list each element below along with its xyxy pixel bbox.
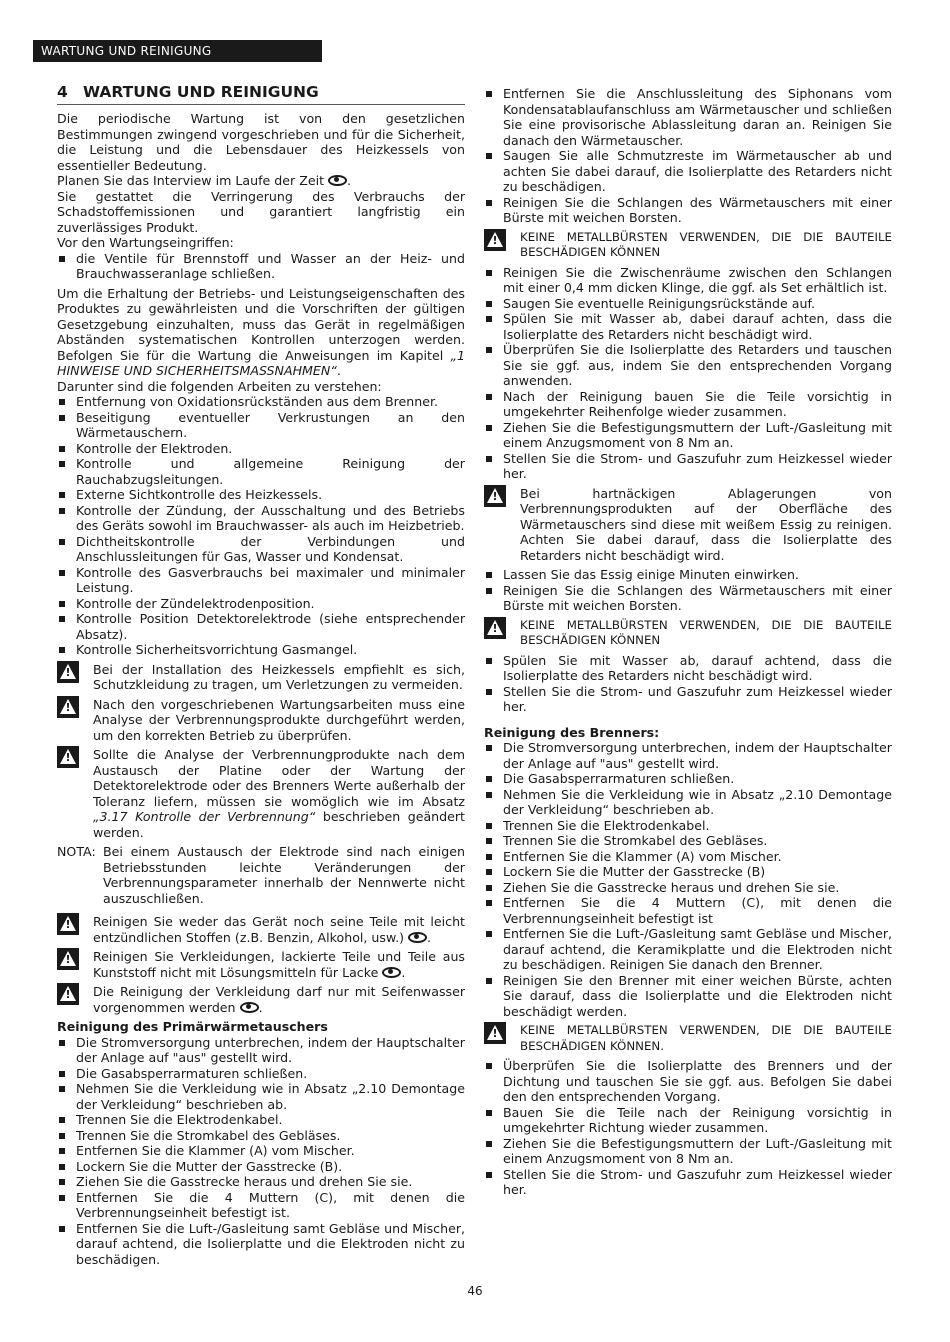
list-item: Ziehen Sie die Befestigungsmuttern der Luft-/Gasleitung mit einem Anzugsmoment von 8 Nm an. (484, 420, 892, 451)
page-number: 46 (467, 1284, 483, 1298)
list-item: Entfernen Sie die Klammer (A) vom Mischer. (57, 1143, 465, 1159)
list-item: Nach der Reinigung bauen Sie die Teile vorsichtig in umgekehrter Reihenfolge wieder zusammen. (484, 389, 892, 420)
list-item: Die Gasabsperrarmaturen schließen. (484, 771, 892, 787)
list-item: Spülen Sie mit Wasser ab, darauf achtend, dass die Isolierplatte des Retarders nicht beschädigt wird. (484, 653, 892, 684)
list-item: Trennen Sie die Stromkabel des Gebläses. (484, 833, 892, 849)
list-item: Reinigen Sie die Schlangen des Wärmetauschers mit einer Bürste mit weichen Borsten. (484, 583, 892, 614)
list-item: Saugen Sie eventuelle Reinigungsrückstände auf. (484, 296, 892, 312)
list-item: Ziehen Sie die Gasstrecke heraus und drehen Sie sie. (484, 880, 892, 896)
list-item: Entfernung von Oxidationsrückständen aus dem Brenner. (57, 394, 465, 410)
list-item: Stellen Sie die Strom- und Gaszufuhr zum Heizkessel wieder her. (484, 1167, 892, 1198)
warning-note: ! KEINE METALLBÜRSTEN VERWENDEN, DIE DIE BAUTEILE BESCHÄDIGEN KÖNNEN. (484, 1023, 892, 1054)
intro-interview: Planen Sie das Interview im Laufe der Zeit . (57, 173, 352, 188)
exchanger-steps-list (484, 567, 892, 614)
list-item: Ziehen Sie die Befestigungsmuttern der Luft-/Gasleitung mit einem Anzugsmoment von 8 Nm an. (484, 1136, 892, 1167)
burner-steps-list (484, 740, 892, 1019)
primary-exchanger-list (57, 1035, 465, 1268)
intro-emissions: Sie gestattet die Verringerung des Verbrauchs der Schadstoffemissionen und garantiert langfristig ein zuverlässiges Produkt. (57, 188, 465, 235)
section-reference: „3.17 Kontrolle der Verbrennung“ (93, 809, 316, 824)
list-item: Reinigen Sie den Brenner mit einer weichen Bürste, achten Sie darauf, dass die Isolierplatte und die Elektroden nicht beschädigt werden. (484, 973, 892, 1020)
warning-note: ! KEINE METALLBÜRSTEN VERWENDEN, DIE DIE BAUTEILE BESCHÄDIGEN KÖNNEN (484, 618, 892, 649)
maintenance-paragraph: Um die Erhaltung der Betriebs- und Leistungseigenschaften des Produktes zu gewährleisten und die Vorschriften der gültigen Gesetzgebung einzuhalten, muss das Gerät in regelmäßigen Abständen systematischen Kontrollen unterzogen werden. Befolgen Sie für die Wartung die Anweisungen im Kapitel „1 HINWEISE UND SICHERHEITSMASSNAHMEN“. (57, 285, 465, 378)
chapter-reference: „1 HINWEISE UND SICHERHEITSMASSNAHMEN“ (57, 347, 465, 378)
chapter-number: 4 (57, 83, 68, 101)
burner-steps-list (484, 1058, 892, 1198)
pre-list (57, 251, 465, 282)
list-item: Reinigen Sie die Schlangen des Wärmetauschers mit einer Bürste mit weichen Borsten. (484, 195, 892, 226)
list-item: Die Stromversorgung unterbrechen, indem der Hauptschalter der Anlage auf "aus" gestellt wird. (484, 740, 892, 771)
list-item: Entfernen Sie die Klammer (A) vom Mischer. (484, 849, 892, 865)
list-item: Ziehen Sie die Gasstrecke heraus und drehen Sie sie. (57, 1174, 465, 1190)
warning-triangle-icon (484, 617, 506, 639)
warning-triangle-icon (57, 983, 79, 1005)
list-item: Stellen Sie die Strom- und Gaszufuhr zum Heizkessel wieder her. (484, 451, 892, 482)
list-item: Dichtheitskontrolle der Verbindungen und Anschlussleitungen für Gas, Wasser und Kondensat. (57, 534, 465, 565)
eye-icon (328, 175, 347, 186)
list-item: Die Gasabsperrarmaturen schließen. (57, 1066, 465, 1082)
warning-triangle-icon (484, 1022, 506, 1044)
nota-block (57, 844, 465, 906)
list-item: Kontrolle der Zündelektrodenposition. (57, 596, 465, 612)
list-item: Nehmen Sie die Verkleidung wie in Absatz „2.10 Demontage der Verkleidung“ beschrieben ab. (484, 787, 892, 818)
warning-note: ! Nach den vorgeschriebenen Wartungsarbeiten muss eine Analyse der Verbrennungsprodukte durchgeführt werden, um den korrekten Betrieb zu überprüfen. (57, 697, 465, 744)
list-item: Kontrolle der Elektroden. (57, 441, 465, 457)
list-item: Entfernen Sie die 4 Muttern (C), mit denen die Verbrennungseinheit befestigt ist. (57, 1190, 465, 1221)
eye-icon (408, 932, 427, 943)
warning-triangle-icon (57, 746, 79, 768)
list-item: Überprüfen Sie die Isolierplatte des Brenners und der Dichtung und tauschen Sie sie ggf. aus. Befolgen Sie dabei den den entsprechenden Vorgang. (484, 1058, 892, 1105)
warning-note: ! Die Reinigung der Verkleidung darf nur mit Seifenwasser vorgenommen werden . (57, 984, 465, 1015)
left-column (57, 82, 465, 1267)
subheading-burner: Reinigung des Brenners: (484, 724, 660, 740)
exchanger-steps-list (484, 653, 892, 715)
list-item: Lassen Sie das Essig einige Minuten einwirken. (484, 567, 892, 583)
list-item: Überprüfen Sie die Isolierplatte des Retarders und tauschen Sie sie ggf. aus, indem Sie den entsprechenden Vorgang anwenden. (484, 342, 892, 389)
list-item: Entfernen Sie die Anschlussleitung des Siphonans vom Kondensatablaufanschluss am Wärmetauscher und schließen Sie eine provisorische Ablassleitung daran an. Reinigen Sie danach den Wärmetauscher. (484, 86, 892, 148)
chapter-heading (57, 82, 465, 105)
chapter-title: WARTUNG UND REINIGUNG (83, 83, 319, 101)
list-item: Trennen Sie die Elektrodenkabel. (484, 818, 892, 834)
list-item: Lockern Sie die Mutter der Gasstrecke (B) (484, 864, 892, 880)
warning-note: ! Reinigen Sie weder das Gerät noch seine Teile mit leicht entzündlichen Stoffen (z.B. Benzin, Alkohol, usw.) . (57, 914, 465, 945)
list-item: Spülen Sie mit Wasser ab, dabei darauf achten, dass die Isolierplatte des Retarders nicht beschädigt wird. (484, 311, 892, 342)
list-item: Entfernen Sie die Luft-/Gasleitung samt Gebläse und Mischer, darauf achtend, die Keramikplatte und die Elektroden nicht zu beschädigen. Reinigen Sie danach den Brenner. (484, 926, 892, 973)
list-item: Externe Sichtkontrolle des Heizkessels. (57, 487, 465, 503)
list-item: Kontrolle und allgemeine Reinigung der Rauchabzugsleitungen. (57, 456, 465, 487)
section-header-bar: WARTUNG UND REINIGUNG (33, 40, 322, 62)
warning-triangle-icon (57, 696, 79, 718)
nota-label: NOTA: (57, 844, 96, 859)
warning-note: ! Bei der Installation des Heizkessels empfiehlt es sich, Schutzkleidung zu tragen, um Verletzungen zu vermeiden. (57, 662, 465, 693)
list-item: Entfernen Sie die Luft-/Gasleitung samt Gebläse und Mischer, darauf achtend, die Isolierplatte und die Elektroden nicht zu beschädigen. (57, 1221, 465, 1268)
list-item: Trennen Sie die Stromkabel des Gebläses. (57, 1128, 465, 1144)
warning-note: ! Reinigen Sie Verkleidungen, lackierte Teile und Teile aus Kunststoff nicht mit Lösungsmitteln für Lacke . (57, 949, 465, 980)
intro-paragraph: Die periodische Wartung ist von den gesetzlichen Bestimmungen zwingend vorgeschrieben und für die Sicherheit, die Leistung und die Lebensdauer des Heizkessels von essentieller Bedeutung. (57, 111, 465, 173)
eye-icon (240, 1002, 259, 1013)
eye-icon (382, 967, 401, 978)
list-item: die Ventile für Brennstoff und Wasser an der Heiz- und Brauchwasseranlage schließen. (57, 251, 465, 282)
tasks-intro: Darunter sind die folgenden Arbeiten zu verstehen: (57, 378, 382, 394)
warning-triangle-icon (484, 485, 506, 507)
subheading-primary-exchanger: Reinigung des Primärwärmetauschers (57, 1019, 328, 1034)
list-item: Trennen Sie die Elektrodenkabel. (57, 1112, 465, 1128)
list-item: Kontrolle der Zündung, der Ausschaltung und des Betriebs des Geräts sowohl im Brauchwasser- als auch im Heizbetrieb. (57, 503, 465, 534)
list-item: Entfernen Sie die 4 Muttern (C), mit denen die Verbrennungseinheit befestigt ist (484, 895, 892, 926)
list-item: Stellen Sie die Strom- und Gaszufuhr zum Heizkessel wieder her. (484, 684, 892, 715)
list-item: Beseitigung eventueller Verkrustungen an den Wärmetauschern. (57, 410, 465, 441)
list-item: Nehmen Sie die Verkleidung wie in Absatz „2.10 Demontage der Verkleidung“ beschrieben ab. (57, 1081, 465, 1112)
list-item: Kontrolle Position Detektorelektrode (siehe entsprechender Absatz). (57, 611, 465, 642)
warning-triangle-icon (484, 229, 506, 251)
list-item: Die Stromversorgung unterbrechen, indem der Hauptschalter der Anlage auf "aus" gestellt wird. (57, 1035, 465, 1066)
list-item: Kontrolle Sicherheitsvorrichtung Gasmangel. (57, 642, 465, 658)
warning-note: ! KEINE METALLBÜRSTEN VERWENDEN, DIE DIE BAUTEILE BESCHÄDIGEN KÖNNEN (484, 230, 892, 261)
exchanger-steps-list (484, 86, 892, 226)
warning-triangle-icon (57, 948, 79, 970)
check-list (57, 394, 465, 658)
warning-note: ! Sollte die Analyse der Verbrennungprodukte nach dem Austausch der Platine oder der Wartung der Detektorelektrode oder des Brenners Werte außerhalb der Toleranz liefern, müssen sie womöglich wie im Absatz „3.17 Kontrolle der Verbrennung“ beschrieben geändert werden. (57, 747, 465, 840)
warning-triangle-icon (57, 661, 79, 683)
warning-triangle-icon (57, 913, 79, 935)
warning-note: ! Bei hartnäckigen Ablagerungen von Verbrennungsprodukten auf der Oberfläche des Wärmetauschers sind diese mit weißem Essig zu reinigen. Achten Sie dabei darauf, dass die Isolierplatte des Retarders nicht beschädigt wird. (484, 486, 892, 564)
list-item: Lockern Sie die Mutter der Gasstrecke (B). (57, 1159, 465, 1175)
exchanger-steps-list (484, 265, 892, 482)
list-item: Kontrolle des Gasverbrauchs bei maximaler und minimaler Leistung. (57, 565, 465, 596)
list-item: Bauen Sie die Teile nach der Reinigung vorsichtig in umgekehrter Richtung wieder zusammen. (484, 1105, 892, 1136)
list-item: Saugen Sie alle Schmutzreste im Wärmetauscher ab und achten Sie dabei darauf, die Isolierplatte des Retarders nicht zu beschädigen. (484, 148, 892, 195)
intro-before: Vor den Wartungseingriffen: (57, 235, 234, 250)
right-column (484, 86, 892, 1198)
list-item: Reinigen Sie die Zwischenräume zwischen den Schlangen mit einer 0,4 mm dicken Klinge, die ggf. als Set erhältlich ist. (484, 265, 892, 296)
nota-text: Bei einem Austausch der Elektrode sind nach einigen Betriebsstunden leichte Veränderungen der Verbrennungsparameter innerhalb der Nennwerte nicht auszuschließen. (103, 844, 465, 906)
